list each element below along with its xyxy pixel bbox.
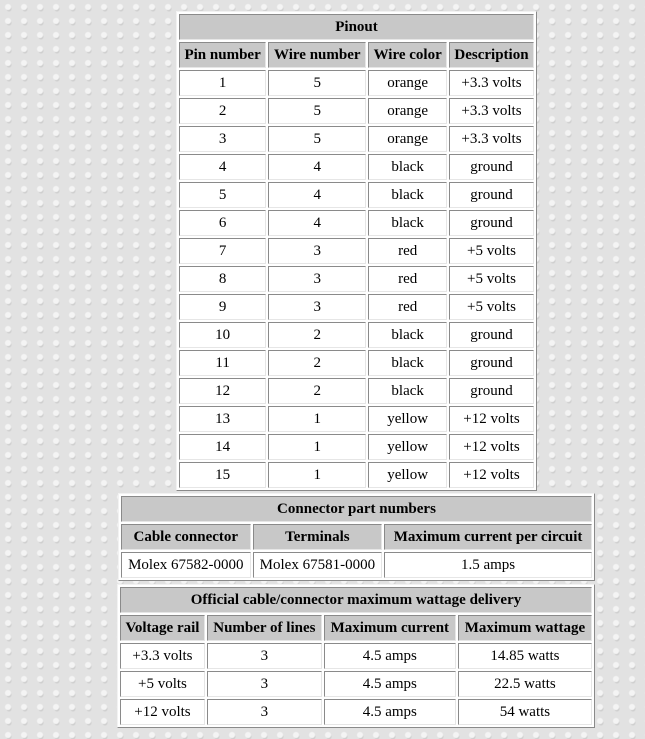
description-cell: ground [449, 154, 534, 180]
pin-number-cell: 13 [179, 406, 266, 432]
wire-number-cell: 5 [268, 70, 366, 96]
connector-header-row [121, 524, 592, 550]
lines-cell: 3 [207, 671, 322, 697]
column-header: Pin number [179, 42, 266, 68]
wire-color-cell: orange [368, 70, 447, 96]
table-row [121, 552, 592, 578]
max-current-cell: 1.5 amps [384, 552, 592, 578]
table-row [179, 294, 534, 320]
wire-color-cell: black [368, 350, 447, 376]
lines-cell: 3 [207, 643, 322, 669]
description-cell: ground [449, 182, 534, 208]
description-cell: +3.3 volts [449, 126, 534, 152]
wire-number-cell: 4 [268, 154, 366, 180]
pin-number-cell: 11 [179, 350, 266, 376]
table-row [179, 210, 534, 236]
description-cell: +12 volts [449, 434, 534, 460]
wire-number-cell: 1 [268, 462, 366, 488]
description-cell: +5 volts [449, 266, 534, 292]
table-row [179, 182, 534, 208]
pin-number-cell: 5 [179, 182, 266, 208]
description-cell: +3.3 volts [449, 70, 534, 96]
table-row [179, 462, 534, 488]
pinout-title: Pinout [179, 14, 534, 40]
connector-table [118, 493, 595, 581]
wire-color-cell: yellow [368, 462, 447, 488]
column-header: Voltage rail [120, 615, 205, 641]
wire-color-cell: black [368, 378, 447, 404]
table-row [179, 98, 534, 124]
voltage-rail-cell: +5 volts [120, 671, 205, 697]
table-row [179, 266, 534, 292]
wire-number-cell: 1 [268, 434, 366, 460]
lines-cell: 3 [207, 699, 322, 725]
wire-color-cell: orange [368, 126, 447, 152]
description-cell: +5 volts [449, 238, 534, 264]
wire-number-cell: 2 [268, 378, 366, 404]
wattage-cell: 14.85 watts [458, 643, 592, 669]
pin-number-cell: 15 [179, 462, 266, 488]
pin-number-cell: 6 [179, 210, 266, 236]
wire-number-cell: 1 [268, 406, 366, 432]
description-cell: ground [449, 350, 534, 376]
wire-number-cell: 2 [268, 350, 366, 376]
column-header: Maximum current [324, 615, 456, 641]
wire-color-cell: black [368, 182, 447, 208]
column-header: Maximum current per circuit [384, 524, 592, 550]
wire-color-cell: yellow [368, 434, 447, 460]
wire-number-cell: 4 [268, 182, 366, 208]
table-row [179, 406, 534, 432]
column-header: Description [449, 42, 534, 68]
column-header: Wire number [268, 42, 366, 68]
wattage-title: Official cable/connector maximum wattage delivery [120, 587, 592, 613]
wire-color-cell: red [368, 238, 447, 264]
wire-number-cell: 3 [268, 294, 366, 320]
pinout-table [176, 11, 537, 491]
wire-number-cell: 5 [268, 98, 366, 124]
current-cell: 4.5 amps [324, 699, 456, 725]
wire-color-cell: red [368, 266, 447, 292]
voltage-rail-cell: +3.3 volts [120, 643, 205, 669]
wattage-cell: 54 watts [458, 699, 592, 725]
wire-color-cell: red [368, 294, 447, 320]
table-row [120, 699, 592, 725]
cable-connector-cell: Molex 67582-0000 [121, 552, 251, 578]
description-cell: ground [449, 210, 534, 236]
wire-color-cell: yellow [368, 406, 447, 432]
table-row [179, 70, 534, 96]
wire-number-cell: 4 [268, 210, 366, 236]
table-row [179, 154, 534, 180]
wire-color-cell: black [368, 322, 447, 348]
description-cell: ground [449, 378, 534, 404]
wire-number-cell: 3 [268, 266, 366, 292]
table-row [120, 643, 592, 669]
column-header: Maximum wattage [458, 615, 592, 641]
current-cell: 4.5 amps [324, 643, 456, 669]
wattage-table [117, 584, 595, 728]
table-row [179, 238, 534, 264]
wire-number-cell: 2 [268, 322, 366, 348]
pin-number-cell: 4 [179, 154, 266, 180]
table-row [120, 671, 592, 697]
wattage-cell: 22.5 watts [458, 671, 592, 697]
pin-number-cell: 2 [179, 98, 266, 124]
column-header: Number of lines [207, 615, 322, 641]
table-row [179, 350, 534, 376]
pin-number-cell: 9 [179, 294, 266, 320]
column-header: Terminals [253, 524, 383, 550]
table-row [179, 434, 534, 460]
description-cell: ground [449, 322, 534, 348]
wire-color-cell: black [368, 154, 447, 180]
pinout-header-row [179, 42, 534, 68]
column-header: Cable connector [121, 524, 251, 550]
pin-number-cell: 12 [179, 378, 266, 404]
pin-number-cell: 7 [179, 238, 266, 264]
pin-number-cell: 3 [179, 126, 266, 152]
terminals-cell: Molex 67581-0000 [253, 552, 383, 578]
pin-number-cell: 10 [179, 322, 266, 348]
table-row [179, 126, 534, 152]
column-header: Wire color [368, 42, 447, 68]
wattage-header-row [120, 615, 592, 641]
wire-number-cell: 3 [268, 238, 366, 264]
current-cell: 4.5 amps [324, 671, 456, 697]
description-cell: +12 volts [449, 462, 534, 488]
description-cell: +12 volts [449, 406, 534, 432]
voltage-rail-cell: +12 volts [120, 699, 205, 725]
pin-number-cell: 14 [179, 434, 266, 460]
table-row [179, 322, 534, 348]
description-cell: +3.3 volts [449, 98, 534, 124]
pin-number-cell: 1 [179, 70, 266, 96]
wire-color-cell: black [368, 210, 447, 236]
wire-color-cell: orange [368, 98, 447, 124]
table-row [179, 378, 534, 404]
description-cell: +5 volts [449, 294, 534, 320]
pin-number-cell: 8 [179, 266, 266, 292]
wire-number-cell: 5 [268, 126, 366, 152]
connector-title: Connector part numbers [121, 496, 592, 522]
